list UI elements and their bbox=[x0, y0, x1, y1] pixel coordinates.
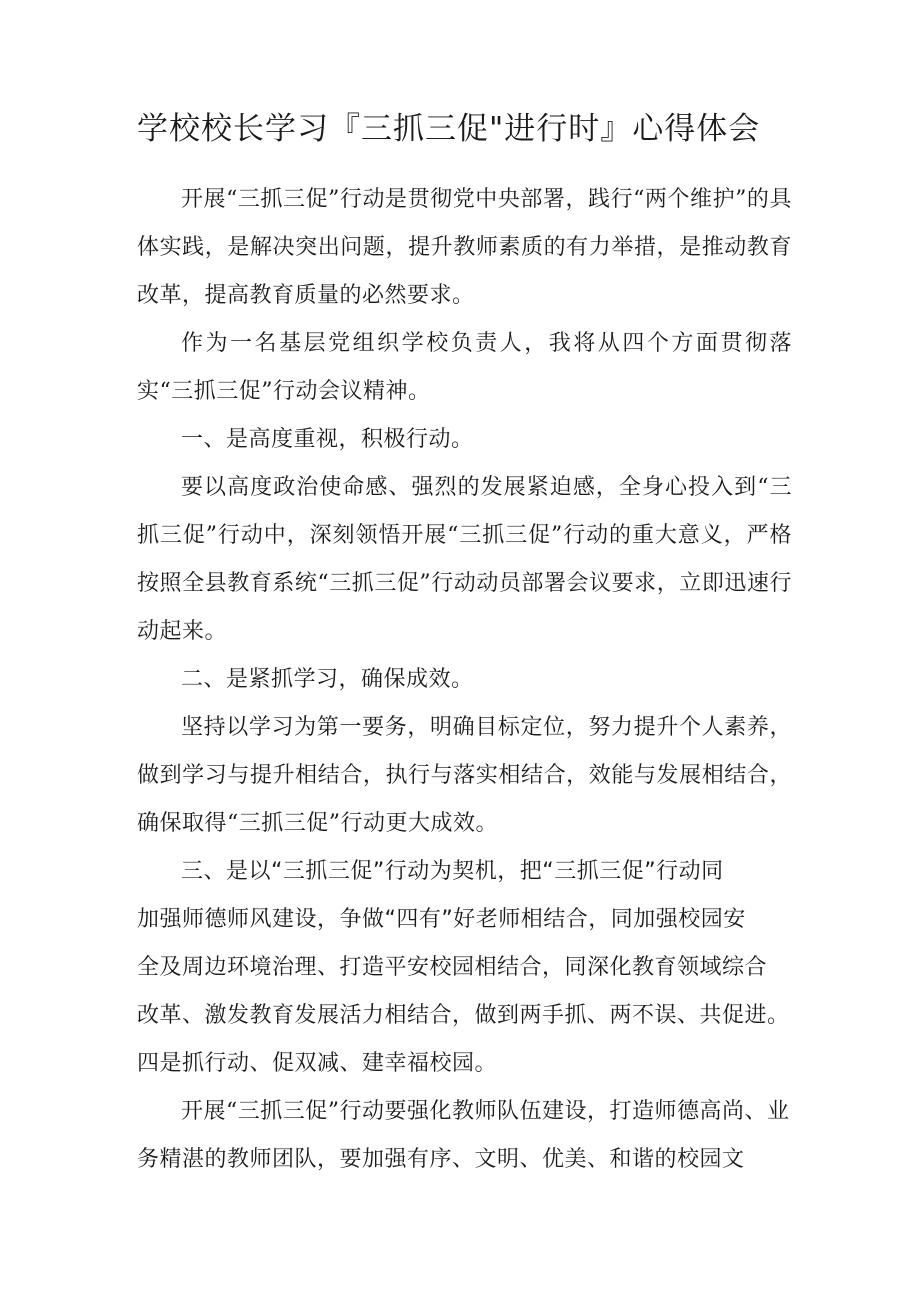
document-title: 学校校长学习『三抓三促"进行时』心得体会 bbox=[137, 111, 761, 147]
section-2-body: 坚持以学习为第一要务，明确目标定位，努力提升个人素养，做到学习与提升相结合，执行与落实相结合，效能与发展相结合，确保取得“三抓三促”行动更大成效。 bbox=[137, 715, 792, 836]
section-3-line: 改革、激发教育发展活力相结合，做到两手抓、两不误、共促进。 bbox=[137, 1003, 790, 1028]
section-4-body: 开展“三抓三促”行动要强化教师队伍建设，打造师德高尚、业务精湛的教师团队，要加强有序、文明、优美、和谐的校园文 bbox=[137, 1099, 790, 1172]
section-3-line: 三、是以“三抓三促”行动为契机，把“三抓三促”行动同 bbox=[181, 859, 724, 884]
intro-paragraph-2: 作为一名基层党组织学校负责人，我将从四个方面贯彻落实“三抓三促”行动会议精神。 bbox=[137, 331, 792, 404]
section-1-heading: 一、是高度重视，积极行动。 bbox=[181, 427, 474, 452]
intro-paragraph-1: 开展“三抓三促”行动是贯彻党中央部署，践行“两个维护”的具体实践，是解决突出问题，提升教师素质的有力举措，是推动教育改革，提高教育质量的必然要求。 bbox=[137, 187, 792, 308]
section-2-heading: 二、是紧抓学习，确保成效。 bbox=[181, 667, 474, 692]
section-3-block bbox=[137, 848, 792, 1088]
document-body bbox=[137, 176, 792, 1184]
section-3-line: 全及周边环境治理、打造平安校园相结合，同深化教育领域综合 bbox=[137, 955, 768, 980]
section-4-heading: 四是抓行动、促双减、建幸福校园。 bbox=[137, 1051, 498, 1076]
section-3-line: 加强师德师风建设，争做“四有”好老师相结合，同加强校园安 bbox=[137, 907, 746, 932]
section-1-body: 要以高度政治使命感、强烈的发展紧迫感，全身心投入到“三抓三促”行动中，深刻领悟开展“三抓三促”行动的重大意义，严格按照全县教育系统“三抓三促”行动动员部署会议要求，立即迅速行动起来。 bbox=[137, 475, 792, 644]
